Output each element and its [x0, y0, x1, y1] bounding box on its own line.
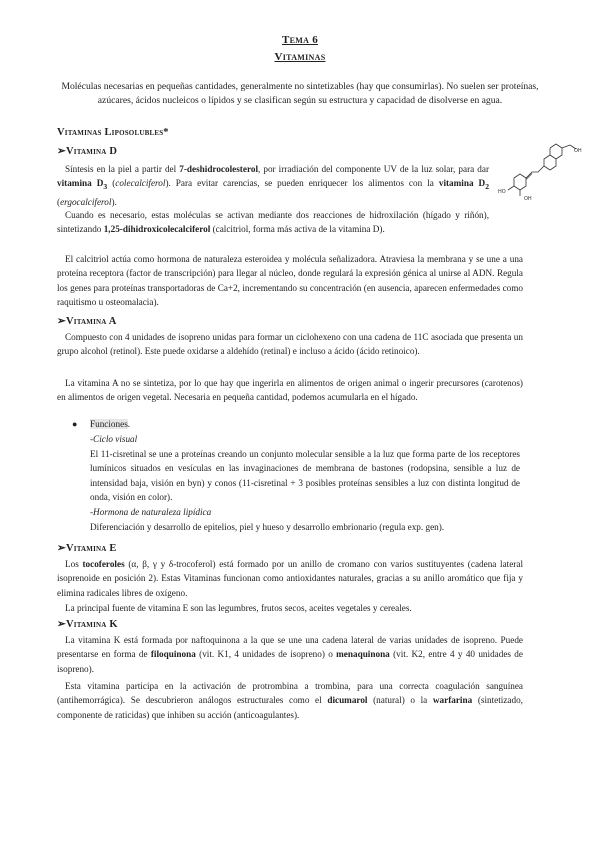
- heading-vitamina-a: ➢Vitamina A: [57, 316, 117, 327]
- vite-paragraph-2: La principal fuente de vitamina E son las legumbres, frutos secos, aceites vegetales y cereales.: [65, 603, 412, 613]
- molecule-side-chain: [562, 145, 570, 148]
- page-subtitle: Vitaminas: [274, 51, 326, 63]
- heading-vitamina-e: ➢Vitamina E: [57, 543, 117, 554]
- calcitriol-structure-diagram: [490, 142, 582, 214]
- funciones-label: Funciones.: [90, 419, 131, 429]
- hormona-text: Diferenciación y desarrollo de epitelios, piel y hueso y desarrollo embrionario (regula exp. gen).: [90, 522, 445, 532]
- section-heading-liposolubles: Vitaminas Liposolubles*: [57, 127, 169, 138]
- intro-paragraph: Moléculas necesarias en pequeñas cantidades, generalmente no sintetizables (hay que consumirlas). No suelen ser proteínas, azúcares, ácidos nucleicos o lípidos y se clasifican según su estructura y capacidad de disolverse en agua.: [61, 81, 539, 106]
- ciclo-visual-label: -Ciclo visual: [90, 434, 138, 444]
- vita-paragraph-1: Compuesto con 4 unidades de isopreno unidas para formar un ciclohexeno con una cadena de 11C asociada que presenta un grupo alcohol (retinol). Este puede oxidarse a aldehído (retinal) e incluso a ácido (ácido retinoico).: [57, 332, 523, 357]
- vite-paragraph-1: Los tocoferoles (α, β, γ y δ-trocoferol) está formado por un anillo de cromano con varios sustituyentes (cadena lateral isoprenoide en posición 2). Estas Vitaminas funcionan como antioxidantes naturales, gracias a su anillo aromático que fija y elimina radicales libres de oxígeno.: [57, 559, 523, 598]
- molecule-label-oh-right: OH: [574, 148, 582, 154]
- hormona-label: -Hormona de naturaleza lipídica: [90, 507, 212, 517]
- vita-paragraph-2: La vitamina A no se sintetiza, por lo que hay que ingerirla en alimentos de origen animal o ingerir precursores (carotenos) en alimentos de origen vegetal. Necesaria en pequeña cantidad, podemos acumularla en el hígado.: [57, 378, 523, 403]
- vitd-paragraph-2: Cuando es necesario, estas moléculas se activan mediante dos reacciones de hidroxilación (hígado y riñón), sintetizando 1,25-dihidroxicolecalciferol (calcitriol, forma más activa de la vitamina D).: [57, 210, 489, 235]
- vitk-paragraph-2: Esta vitamina participa en la activación de protrombina a trombina, para una correcta coagulación sanguínea (antihemorrágica). Se descubrieron análogos estructurales como el dicumarol (natural) o la warfarina (sintetizado, componente de raticidas) que inhiben su acción (anticoagulantes).: [57, 681, 523, 720]
- molecule-ring-c: [544, 155, 556, 170]
- molecule-label-ho: HO: [498, 189, 506, 195]
- ciclo-visual-text: El 11-cisretinal se une a proteínas creando un conjunto molecular sensible a la luz que forma parte de los receptores lumínicos situados en vesículas en las invaginaciones de membrana de bastones (rodopsina, sensible a luz de intensidad baja, visión en byn) y conos (11-cisretinal + 3 posibles proteínas sensibles a luz con distinta longitud de onda, visión en color).: [90, 449, 520, 503]
- vitd-paragraph-3: El calcitriol actúa como hormona de naturaleza esteroidea y molécula señalizadora. Atraviesa la membrana y se une a una proteína receptora (factor de transcripción) para llegar al núcleo, donde regulará la expresión génica al unirse al ADN. Regula los genes para proteínas transportadoras de Ca+2, incrementando su concentración (en ausencia, aparecen enfermedades como raquitismo u osteomalacia).: [57, 254, 523, 308]
- vitd-paragraph-1: Síntesis en la piel a partir del 7-deshidrocolesterol, por irradiación del componente UV de la luz solar, para dar vitamina $D_3$ (colecalciferol). Para evitar carencias, se pueden enriquecer los alimentos con la vitamina $D_2$ (ergocalciferol).: [57, 164, 490, 207]
- page-title: Tema 6: [281, 34, 319, 46]
- molecule-ring-a: [514, 174, 526, 190]
- heading-vitamina-d: ➢Vitamina D: [57, 146, 118, 157]
- molecule-chain: [526, 166, 544, 178]
- heading-vitamina-k: ➢Vitamina K: [57, 619, 118, 630]
- bullet-funciones: ●: [72, 419, 78, 429]
- molecule-label-oh-bottom: OH: [524, 196, 532, 202]
- vitk-paragraph-1: La vitamina K está formada por naftoquinona a la que se une una cadena lateral de varias unidades de isopreno. Puede presentarse en forma de filoquinona (vit. K1, 4 unidades de isopreno) o menaquinona (vit. K2, entre 4 y 40 unidades de isopreno).: [57, 635, 523, 674]
- molecule-ring-d: [550, 144, 562, 159]
